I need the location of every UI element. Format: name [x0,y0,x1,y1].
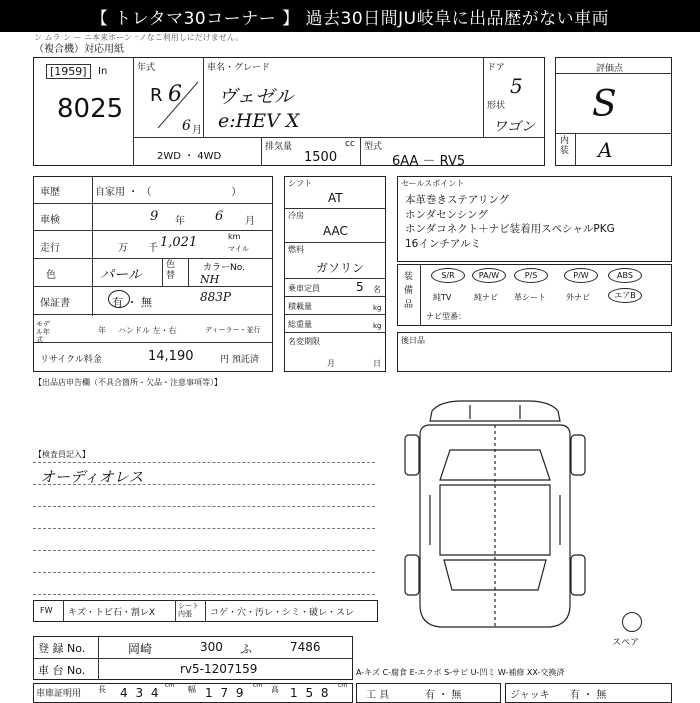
displacement-unit: cc [345,139,355,149]
car-damage-diagram [400,395,590,635]
drive-type: 2WD ・ 4WD [157,151,222,162]
sales-point-item: 16インチアルミ [405,237,481,250]
warranty-label: 保証書 [40,298,70,309]
equip-pw: P/W [564,268,598,283]
registration-label: 登 録 No. [38,642,86,655]
recycle-fee: 14,190 [148,349,194,364]
interior-label: 内装 [560,136,570,156]
history-value: 自家用 ・ （ ） [95,187,242,198]
model-year-label: モデル年式 [36,320,50,344]
sales-point-item: ホンダセンシング [405,208,488,221]
color-label: 色 [46,270,56,281]
fuel-label: 燃料 [288,245,304,254]
model-grade: e:HEV X [218,110,300,132]
equip-leather: 革シート [514,293,546,302]
model-type: 6AA － RV5 [392,154,466,169]
year-month: 6 [182,118,191,134]
mileage-value: 1,021 [160,235,198,250]
equip-ext-navi: 外ナビ [566,293,590,302]
mileage-sen: 千 [148,243,158,254]
inspection-label: 車検 [40,215,60,226]
insurance-label: 名変期限 [288,337,320,346]
jack-label: ジャッキ [510,690,550,701]
interior-score: A [598,138,613,162]
door-value: 5 [510,74,523,98]
equipment-label: 装備品 [404,272,414,310]
type-label: 型式 [364,142,383,152]
capacity-value: 5 [356,280,364,294]
recycle-label: リサイクル料金 [40,355,102,365]
sales-point-item: 本革巻きステアリング [405,194,510,206]
length-value: 4 3 4 [120,686,161,700]
inspection-month: 6 [215,209,224,224]
corner-banner: 【 トレタマ30コーナー 】 過去30日間JU岐阜に出品歴がない車両 [0,0,700,32]
overall-score: S [592,84,617,125]
door-label: ドア [487,63,505,73]
inspector-label: 【検査員記入】 [34,450,90,459]
spare-tire-icon [622,612,642,632]
form-type-label: （複合機）対応用紙 [34,44,124,55]
color-code-2: 883P [200,290,231,304]
shift-value: AT [328,191,343,205]
equip-ps: P/S [514,268,548,283]
width-value: 1 7 9 [205,686,246,700]
inspection-month-unit: 月 [245,216,255,227]
shape-label: 形状 [487,101,506,111]
mileage-unit-mile: マイル [228,245,249,253]
year-era: R [150,85,163,106]
mileage-unit-km: km [228,232,241,241]
width-unit: cm [253,682,263,689]
jack-value: 有 ・ 無 [570,690,607,701]
model-name: ヴェゼル [218,86,294,108]
lot-number: 8025 [57,94,124,124]
load-label: 積載量 [288,302,312,311]
equip-sr: S/R [431,268,465,283]
displacement-value: 1500 [304,150,338,165]
history-label: 車歴 [40,187,60,198]
width-label: 幅 [188,685,196,694]
capacity-unit: 名 [373,285,381,294]
ac-label: 冷房 [288,211,304,220]
displacement-label: 排気量 [265,142,293,152]
model-label: 車名・グレード [207,63,271,73]
insurance-day: 日 [373,359,381,368]
equip-abs: ABS [608,268,642,283]
weight-unit: kg [373,322,382,330]
interior-damage-legend: コゲ・穴・汚レ・シミ・破レ・スレ [210,608,355,618]
registration-class: 300 [200,640,223,654]
spare-label: スペア [612,638,640,648]
sales-points-label: セールスポイント [401,179,465,188]
fuel-value: ガソリン [316,261,365,275]
tools-value: 有 ・ 無 [425,690,462,701]
chassis-label: 車 台 No. [38,664,86,677]
recycle-unit: 円 預託済 [220,355,259,365]
fw-damage-legend: キズ・トビ石・割レX [68,608,155,618]
year-label: 年式 [137,63,156,73]
color-code-label: カラーNo. [203,263,245,273]
warranty-value: 有 ・ 無 [112,296,152,309]
mileage-label: 走行 [40,243,60,254]
body-shape: ワゴン [493,119,535,135]
model-year-unit: 年 [98,326,106,335]
color-swap-label: 色替 [166,260,176,281]
month-unit: 月 [192,125,202,136]
seat-trim-label: シート内張 [178,602,199,618]
seller-notes-label: 【出品店申告欄（不具合箇所・欠品・注意事項等）】 [34,378,222,387]
later-items-box [397,332,672,372]
weight-label: 総重量 [288,320,312,329]
sales-point-item: ホンダコネクト＋ナビ装着用スペシャルPKG [405,223,615,235]
length-label: 長 [98,685,106,694]
registration-kana: ふ [240,642,253,656]
ac-value: AAC [323,224,348,238]
lot-badge: [1959] [46,64,91,79]
height-label: 高 [271,685,279,694]
year-value: 6 [168,82,182,107]
garage-cert-label: 車庫証明用 [36,689,82,699]
warranty-circle-mark [108,290,130,308]
load-unit: kg [373,304,382,312]
inspection-year: 9 [150,209,159,224]
height-value: 1 5 8 [290,686,331,700]
equip-tv: 純TV [433,293,452,302]
registration-place: 岡崎 [128,642,153,656]
capacity-label: 乗車定員 [288,284,320,293]
score-label: 評価点 [596,64,624,74]
equip-airbag: エアB [608,288,642,303]
mileage-man: 万 [118,243,128,254]
navi-model-label: ナビ型番： [426,312,466,321]
length-unit: cm [165,682,175,689]
chassis-number: rv5-1207159 [180,662,258,676]
sales-points-list [405,193,615,251]
tools-label: 工 具 [366,690,390,701]
later-items-label: 後日品 [401,336,425,345]
equip-navi: 純ナビ [474,293,498,302]
insurance-month: 月 [327,359,335,368]
dealer-parallel: ディーラー・並行 [205,326,261,334]
registration-number: 7486 [290,640,321,654]
lot-suffix: In [98,66,108,77]
subhead-notice: ン ムラ ン ー ニ本来ホーン ⁻ノなこ利用しにだけません。 [34,33,244,42]
inspector-note: オーディオレス [40,468,144,486]
fw-label: FW [40,606,53,615]
handle-side: ハンドル 左・右 [118,326,177,335]
color-code-1: NH [200,273,220,286]
height-unit: cm [338,682,348,689]
inspection-year-unit: 年 [175,216,185,227]
color-value: パール [100,267,142,283]
equip-paw: PA/W [472,268,506,283]
damage-legend: A-キズ C-腐食 E-エクボ S-サビ U-凹ミ W-補修 XX-交換済 [356,668,565,677]
shift-label: シフト [288,179,312,188]
